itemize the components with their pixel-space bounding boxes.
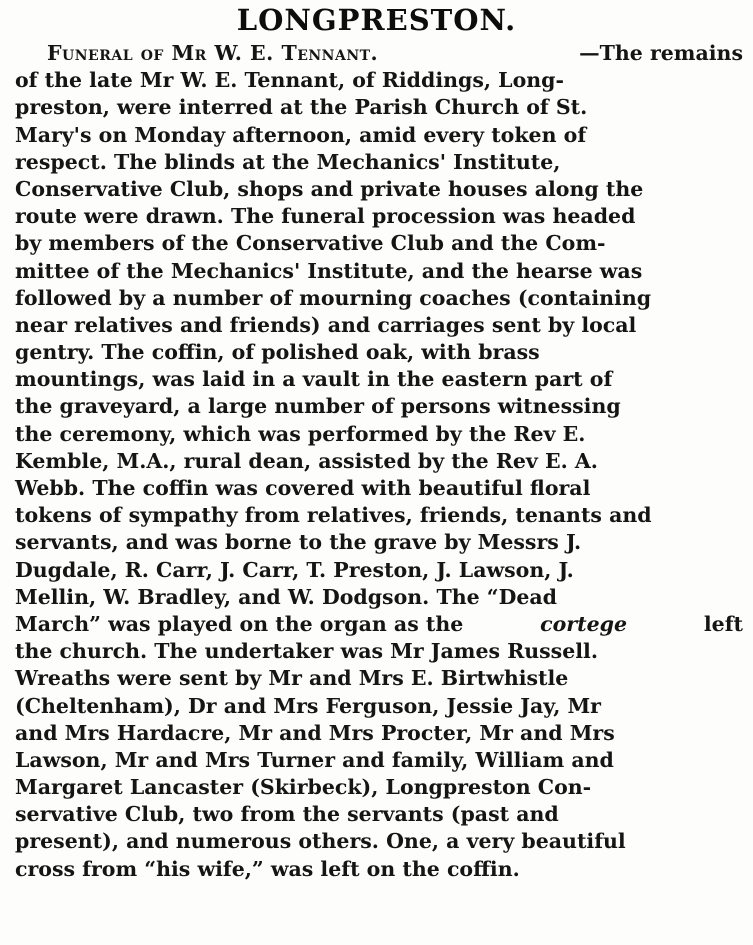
article-line: [15, 94, 743, 121]
article-line-text: of the late Mr W. E. Tennant, of Riddings, Long-: [15, 68, 565, 93]
article-line: [15, 149, 743, 176]
article-line-text: gentry. The coffin, of polished oak, with brass: [15, 340, 540, 365]
article-line: [15, 502, 743, 529]
headline: LONGPRESTON.: [236, 3, 517, 37]
article-line: [15, 801, 743, 828]
article-line: [15, 747, 743, 774]
article-line: [15, 176, 743, 203]
article-line-text: Dugdale, R. Carr, J. Carr, T. Preston, J. Lawson, J.: [15, 557, 574, 582]
article-line-text: the ceremony, which was performed by the Rev E.: [15, 421, 586, 446]
article-line-text: Mary's on Monday afternoon, amid every token of: [15, 122, 587, 147]
article-line: [15, 230, 743, 257]
italic-word: cortege: [540, 611, 628, 636]
article-line-text: March” was played on the organ as the: [15, 611, 464, 636]
article-line-text: (Cheltenham), Dr and Mrs Ferguson, Jessie Jay, Mr: [15, 693, 601, 718]
article-line-text: Mellin, W. Bradley, and W. Dodgson. The “Dead: [15, 584, 558, 609]
article-line: [15, 258, 743, 285]
article-line: [15, 312, 743, 339]
article-line-text: Wreaths were sent by Mr and Mrs E. Birtwhistle: [15, 666, 569, 691]
article-line-text: Lawson, Mr and Mrs Turner and family, William and: [15, 747, 614, 772]
article-line-text: Conservative Club, shops and private houses along the: [15, 176, 644, 201]
article-lead: Funeral of Mr W. E. Tennant.: [47, 41, 379, 65]
article-line: [15, 720, 743, 747]
article-line: [15, 557, 743, 584]
article-line-text: Webb. The coffin was covered with beautiful floral: [15, 476, 591, 500]
article-line: [15, 366, 743, 393]
article-line: [15, 665, 743, 692]
article-body: [15, 40, 743, 883]
article-line: [15, 529, 743, 556]
article-line-text: mountings, was laid in a vault in the eastern part of: [15, 367, 613, 392]
article-line-text: servants, and was borne to the grave by Messrs J.: [15, 530, 582, 555]
article-line-text: —The remains: [579, 41, 743, 65]
article-line: [15, 774, 743, 801]
article-line-text: near relatives and friends) and carriages sent by local: [15, 312, 637, 337]
article-line: [15, 475, 743, 502]
article-line: [15, 40, 743, 67]
article-line-text: route were drawn. The funeral procession was headed: [15, 204, 636, 229]
article-line: [15, 584, 743, 611]
article-line-text: the church. The undertaker was Mr James Russell.: [15, 639, 598, 664]
article-line-text: servative Club, two from the servants (past and: [15, 802, 559, 827]
article-line-text: cross from “his wife,” was left on the coffin.: [15, 856, 520, 881]
article-line-text: present), and numerous others. One, a very beautiful: [15, 829, 626, 854]
article-line-text: preston, were interred at the Parish Church of St.: [15, 95, 588, 120]
article-line: [15, 448, 743, 475]
article-line: [15, 203, 743, 230]
article-line-text: by members of the Conservative Club and the Com-: [15, 231, 606, 256]
article-line: [15, 67, 743, 94]
article-line-text: respect. The blinds at the Mechanics' Institute,: [15, 149, 561, 174]
article-line: [15, 339, 743, 366]
article-line: [15, 421, 743, 448]
article-line: [15, 393, 743, 420]
article-line-text: mittee of the Mechanics' Institute, and the hearse was: [15, 258, 643, 283]
article-line-text: followed by a number of mourning coaches (containing: [15, 285, 652, 310]
article-line: [15, 693, 743, 720]
article-line: [15, 285, 743, 312]
article-line-text: left: [703, 611, 743, 636]
article-line: [15, 828, 743, 855]
article-line-text: Kemble, M.A., rural dean, assisted by the Rev E. A.: [15, 448, 598, 473]
article-line: [15, 856, 743, 883]
article-line-text: tokens of sympathy from relatives, friends, tenants and: [15, 503, 652, 528]
article-line: [15, 638, 743, 665]
article-line-text: and Mrs Hardacre, Mr and Mrs Procter, Mr and Mrs: [15, 720, 615, 745]
article-line-text: the graveyard, a large number of persons witnessing: [15, 394, 621, 419]
article-line: [15, 611, 743, 638]
article-line-text: Margaret Lancaster (Skirbeck), Longpreston Con-: [15, 775, 592, 800]
article-line: [15, 122, 743, 149]
